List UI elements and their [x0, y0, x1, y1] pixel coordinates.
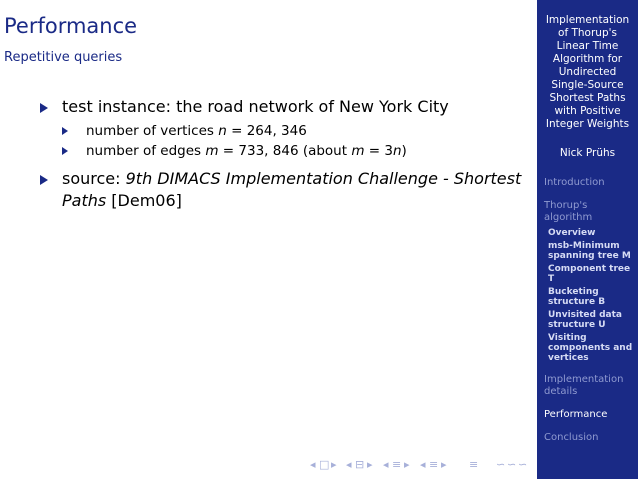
- math-var: m: [205, 143, 219, 159]
- bullet-triangle-icon: [40, 103, 48, 113]
- nav-document-icon[interactable]: ≡: [429, 458, 439, 471]
- math-var: m: [351, 143, 365, 159]
- frame-subtitle: Repetitive queries: [4, 50, 123, 65]
- sub-bullet-triangle-icon: [62, 147, 68, 155]
- sidebar-title[interactable]: Implementation of Thorup's Linear Time Algorithm for Undirected Single-Source Shortest Paths with Positive Integer Weights: [545, 14, 630, 130]
- subitem-value: ): [401, 143, 407, 159]
- subitem-value: = 3: [364, 143, 393, 159]
- bullet-triangle-icon: [40, 175, 48, 185]
- sidebar-subitem-bucketing[interactable]: Bucketing structure B: [548, 287, 606, 307]
- nav-prev-section-icon[interactable]: ◂: [383, 458, 389, 471]
- sidebar-item-conclusion[interactable]: Conclusion: [544, 432, 599, 443]
- subitem-prefix: number of vertices: [86, 123, 219, 139]
- source-citation: [Dem06]: [106, 191, 182, 210]
- math-var: n: [218, 123, 227, 139]
- sidebar-nav: [537, 177, 638, 444]
- sidebar-item-performance[interactable]: Performance: [544, 409, 608, 420]
- beamer-navigation-bar: [310, 458, 536, 474]
- nav-prev-document-icon[interactable]: ◂: [420, 458, 426, 471]
- nav-next-document-icon[interactable]: ▸: [441, 458, 447, 471]
- sidebar-subsections: [548, 228, 638, 363]
- sidebar-item-thorup[interactable]: Thorup's algorithm: [544, 200, 593, 223]
- nav-subsection-icon[interactable]: ⊟: [355, 458, 365, 471]
- subitem-value: = 264, 346: [226, 123, 307, 139]
- source-title: 9th DIMACS Implementation Challenge - Shortest Paths: [62, 169, 522, 210]
- sidebar-subitem-overview[interactable]: Overview: [548, 228, 596, 238]
- sidebar-item-implementation[interactable]: Implementation details: [544, 374, 624, 397]
- bullet-text: test instance: the road network of New York City: [62, 97, 449, 116]
- nav-prev-subsection-icon[interactable]: ◂: [346, 458, 352, 471]
- nav-forward-icon[interactable]: ∽: [518, 458, 528, 471]
- subitem-prefix: number of edges: [86, 143, 206, 159]
- nav-next-subsection-icon[interactable]: ▸: [367, 458, 373, 471]
- nav-next-frame-icon[interactable]: ▸: [331, 458, 337, 471]
- nav-frame-icon[interactable]: □: [319, 458, 330, 471]
- sub-bullet-triangle-icon: [62, 127, 68, 135]
- sidebar-subitem-msb-mst[interactable]: msb-Minimum spanning tree M: [548, 241, 631, 261]
- nav-prev-frame-icon[interactable]: ◂: [310, 458, 316, 471]
- nav-section-icon[interactable]: ≡: [392, 458, 402, 471]
- sidebar: [537, 0, 638, 479]
- subitem-value: = 733, 846 (about: [218, 143, 352, 159]
- sidebar-subitem-visiting[interactable]: Visiting components and vertices: [548, 333, 633, 363]
- slide-content: [40, 96, 530, 212]
- math-var: n: [392, 143, 402, 159]
- nav-appendix-icon[interactable]: ≡: [469, 458, 479, 471]
- nav-next-section-icon[interactable]: ▸: [404, 458, 410, 471]
- subitem-edges: [62, 141, 530, 161]
- bullet-item-test-instance: [40, 96, 530, 118]
- subitem-vertices: [62, 121, 530, 141]
- source-prefix: source:: [62, 169, 126, 188]
- sidebar-item-introduction[interactable]: Introduction: [544, 177, 605, 188]
- nav-back-icon[interactable]: ∽: [496, 458, 506, 471]
- sidebar-author: Nick Prühs: [559, 147, 616, 159]
- nav-search-icon[interactable]: ∽: [507, 458, 517, 471]
- bullet-item-source: [40, 168, 530, 212]
- sidebar-subitem-unvisited[interactable]: Unvisited data structure U: [548, 310, 622, 330]
- sidebar-subitem-component-tree[interactable]: Component tree T: [548, 264, 631, 284]
- frame-title: Performance: [4, 14, 138, 38]
